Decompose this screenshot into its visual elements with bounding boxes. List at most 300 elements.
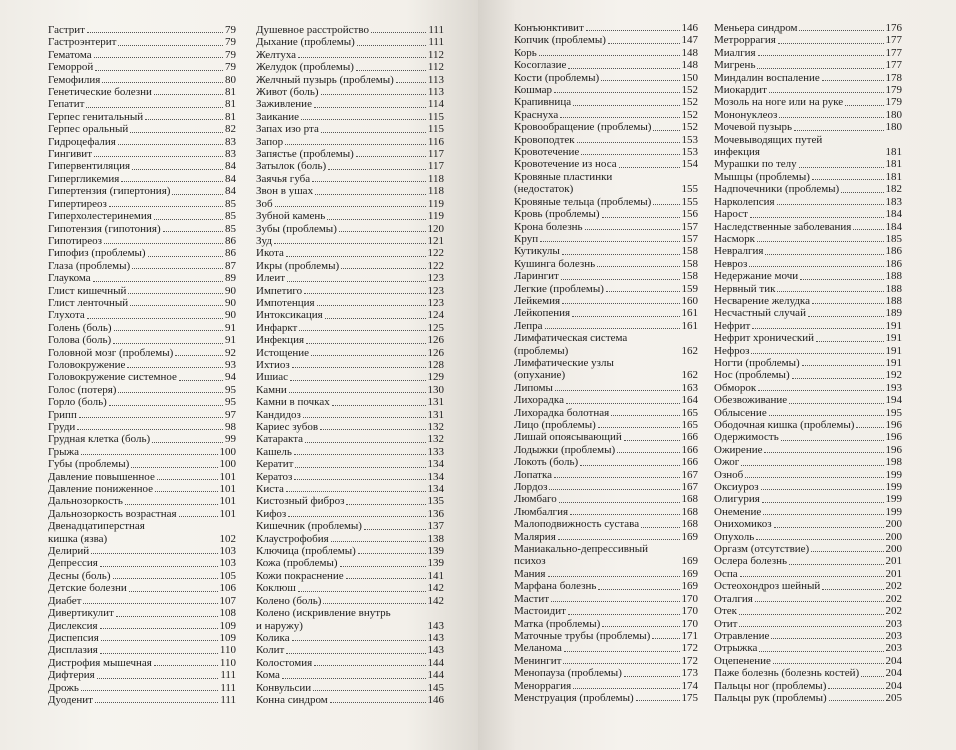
dot-leader xyxy=(364,529,426,530)
entry-page-number: 147 xyxy=(681,34,698,47)
index-entry xyxy=(48,347,236,359)
index-entry xyxy=(714,593,902,605)
entry-term: Онихомикоз xyxy=(714,518,772,531)
entry-page-number: 135 xyxy=(427,495,444,508)
dot-leader xyxy=(572,316,679,317)
entry-page-number: 168 xyxy=(681,518,698,531)
index-entry xyxy=(256,396,444,408)
dot-leader xyxy=(562,254,680,255)
entry-term: Дальнозоркость возрастная xyxy=(48,507,177,520)
index-entry xyxy=(714,407,902,419)
entry-term: Гепатит xyxy=(48,98,85,111)
index-entry xyxy=(256,471,444,483)
dot-leader xyxy=(602,217,680,218)
entry-term: Дуоденит xyxy=(48,693,93,706)
entry-term: Колит xyxy=(256,644,285,657)
dot-leader xyxy=(769,92,884,93)
dot-leader xyxy=(327,219,426,220)
index-entry xyxy=(256,545,444,557)
entry-page-number: 199 xyxy=(885,468,902,481)
dot-leader xyxy=(331,541,426,542)
dot-leader xyxy=(812,303,884,304)
dot-leader xyxy=(306,343,425,344)
index-entry xyxy=(714,667,902,679)
dot-leader xyxy=(114,330,223,331)
dot-leader xyxy=(320,429,425,430)
index-entry xyxy=(256,421,444,433)
entry-page-number: 204 xyxy=(885,667,902,680)
dot-leader xyxy=(109,405,223,406)
entry-term: Миалгия xyxy=(714,46,756,59)
entry-term: Кровотечение xyxy=(514,146,580,159)
index-entry xyxy=(514,506,698,518)
dot-leader xyxy=(100,566,218,567)
entry-page-number: 107 xyxy=(219,594,236,607)
entry-page-number: 182 xyxy=(885,183,902,196)
entry-term: Паже болезнь (болезнь костей) xyxy=(714,667,860,680)
entry-term: Истощение xyxy=(256,346,309,359)
entry-term: Кровоподтек xyxy=(514,133,575,146)
index-entry xyxy=(256,682,444,694)
index-entry xyxy=(514,357,698,382)
entry-term: Мозоль на ноге или на руке xyxy=(714,96,844,109)
index-entry xyxy=(714,431,902,443)
entry-term: Камни xyxy=(256,383,287,396)
entry-term: Детские болезни xyxy=(48,582,127,595)
index-entry xyxy=(514,667,698,679)
entry-page-number: 181 xyxy=(885,146,902,159)
dot-leader xyxy=(109,206,223,207)
entry-page-number: 202 xyxy=(885,580,902,593)
entry-term: Кутикулы xyxy=(514,245,560,258)
entry-page-number: 179 xyxy=(885,96,902,109)
dot-leader xyxy=(828,688,883,689)
index-entry xyxy=(714,369,902,381)
index-entry xyxy=(514,245,698,257)
entry-term: Мочевыводящих путей инфекция xyxy=(714,133,823,159)
entry-page-number: 146 xyxy=(681,22,698,34)
entry-term: Глаза (проблемы) xyxy=(48,259,131,272)
dot-leader xyxy=(175,355,223,356)
entry-page-number: 181 xyxy=(885,170,902,183)
index-entry xyxy=(256,36,444,48)
entry-term: Миндалин воспаление xyxy=(714,71,820,84)
dot-leader xyxy=(87,318,223,319)
entry-page-number: 167 xyxy=(681,468,698,481)
dot-leader xyxy=(845,105,883,106)
entry-page-number: 157 xyxy=(681,220,698,233)
entry-term: Нарколепсия xyxy=(714,195,775,208)
dot-leader xyxy=(130,305,223,306)
entry-term: Дисплазия xyxy=(48,644,98,657)
entry-page-number: 105 xyxy=(219,569,236,582)
index-entry xyxy=(256,508,444,520)
dot-leader xyxy=(148,256,223,257)
entry-page-number: 120 xyxy=(427,222,444,235)
entry-page-number: 80 xyxy=(225,73,236,86)
entry-term: Желудок (проблемы) xyxy=(256,61,354,74)
entry-term: Меланома xyxy=(514,642,562,655)
entry-term: Гингивит xyxy=(48,148,92,161)
index-entry xyxy=(48,644,236,656)
entry-term: Кистозный фиброз xyxy=(256,495,345,508)
dot-leader xyxy=(325,318,426,319)
index-entry xyxy=(714,481,902,493)
index-entry xyxy=(256,520,444,532)
dot-leader xyxy=(758,390,883,391)
entry-page-number: 118 xyxy=(427,185,444,198)
index-entry xyxy=(714,394,902,406)
dot-leader xyxy=(288,516,425,517)
entry-term: Надпочечники (проблемы) xyxy=(714,183,840,196)
index-entry xyxy=(256,322,444,334)
dot-leader xyxy=(102,82,223,83)
index-entry xyxy=(256,557,444,569)
entry-term: Ожог xyxy=(714,456,740,469)
entry-page-number: 152 xyxy=(681,121,698,134)
index-entry xyxy=(256,644,444,656)
entry-term: Кровь (проблемы) xyxy=(514,208,600,221)
index-entry xyxy=(714,307,902,319)
entry-term: Голова (боль) xyxy=(48,334,112,347)
dot-leader xyxy=(808,316,884,317)
entry-term: Менингит xyxy=(514,654,562,667)
entry-term: Насморк xyxy=(714,232,756,245)
entry-page-number: 177 xyxy=(885,46,902,59)
dot-leader xyxy=(100,628,218,629)
dot-leader xyxy=(312,181,426,182)
entry-term: Остеохондроз шейный xyxy=(714,580,821,593)
index-entry xyxy=(48,148,236,160)
entry-page-number: 205 xyxy=(885,691,902,704)
entry-page-number: 116 xyxy=(427,135,444,148)
dot-leader xyxy=(294,454,426,455)
dot-leader xyxy=(356,70,426,71)
index-entry xyxy=(714,630,902,642)
entry-page-number: 83 xyxy=(225,148,236,161)
entry-page-number: 129 xyxy=(427,371,444,384)
entry-term: Малоподвижность сустава xyxy=(514,518,640,531)
index-entry xyxy=(514,419,698,431)
entry-term: Желчный пузырь (проблемы) xyxy=(256,73,394,86)
entry-page-number: 95 xyxy=(225,396,236,409)
dot-leader xyxy=(653,204,679,205)
index-entry xyxy=(514,47,698,59)
entry-term: Оцепенение xyxy=(714,654,771,667)
index-entry xyxy=(514,630,698,642)
index-entry xyxy=(48,508,236,520)
dot-leader xyxy=(856,427,883,428)
entry-page-number: 101 xyxy=(219,507,236,520)
dot-leader xyxy=(81,454,217,455)
dot-leader xyxy=(81,690,218,691)
dot-leader xyxy=(601,80,679,81)
entry-term: Давление повышенное xyxy=(48,470,155,483)
entry-term: Гемофилия xyxy=(48,73,101,86)
index-entry xyxy=(714,332,902,344)
dot-leader xyxy=(86,107,223,108)
index-entry xyxy=(256,694,444,706)
dot-leader xyxy=(282,678,426,679)
entry-page-number: 137 xyxy=(427,520,444,533)
index-entry xyxy=(48,198,236,210)
entry-term: Оталгия xyxy=(714,592,753,605)
entry-page-number: 191 xyxy=(885,356,902,369)
entry-page-number: 170 xyxy=(681,605,698,618)
entry-term: Глухота xyxy=(48,309,85,322)
dot-leader xyxy=(346,504,425,505)
entry-term: Голос (потеря) xyxy=(48,383,117,396)
entry-term: Липомы xyxy=(514,381,553,394)
entry-page-number: 169 xyxy=(681,530,698,543)
dot-leader xyxy=(777,204,884,205)
entry-page-number: 138 xyxy=(427,532,444,545)
index-entry xyxy=(256,223,444,235)
entry-term: Импотенция xyxy=(256,296,315,309)
index-entry xyxy=(48,247,236,259)
index-entry xyxy=(714,692,902,704)
entry-term: Мурашки по телу xyxy=(714,158,797,171)
entry-term: Оспа xyxy=(714,567,738,580)
entry-page-number: 199 xyxy=(885,493,902,506)
entry-term: Инфаркт xyxy=(256,321,298,334)
index-entry xyxy=(48,111,236,123)
entry-term: Гипотиреоз xyxy=(48,234,102,247)
entry-term: Лейкемия xyxy=(514,294,561,307)
index-entry xyxy=(256,334,444,346)
entry-term: Гипергликемия xyxy=(48,172,120,185)
entry-page-number: 184 xyxy=(885,208,902,221)
index-entry xyxy=(714,555,902,567)
entry-term: Головокружение системное xyxy=(48,371,177,384)
index-entry xyxy=(514,593,698,605)
entry-page-number: 203 xyxy=(885,629,902,642)
entry-page-number: 172 xyxy=(681,642,698,655)
entry-page-number: 199 xyxy=(885,481,902,494)
entry-page-number: 180 xyxy=(885,108,902,121)
entry-term: Конна синдром xyxy=(256,693,328,706)
index-entry xyxy=(514,171,698,196)
entry-page-number: 131 xyxy=(427,408,444,421)
entry-term: Лордоз xyxy=(514,481,548,494)
index-entry xyxy=(514,258,698,270)
entry-term: Недержание мочи xyxy=(714,270,799,283)
entry-page-number: 102 xyxy=(219,532,236,545)
entry-term: Зубы (проблемы) xyxy=(256,222,337,235)
dot-leader xyxy=(752,328,883,329)
dot-leader xyxy=(289,392,426,393)
index-entry xyxy=(48,595,236,607)
index-entry xyxy=(256,607,444,632)
entry-page-number: 153 xyxy=(681,133,698,146)
dot-leader xyxy=(829,700,884,701)
dot-leader xyxy=(781,440,884,441)
dot-leader xyxy=(778,43,884,44)
entry-page-number: 90 xyxy=(225,309,236,322)
entry-page-number: 121 xyxy=(427,234,444,247)
entry-term: Кератоз xyxy=(256,470,293,483)
entry-term: Менопауза (проблемы) xyxy=(514,667,622,680)
index-entry xyxy=(514,580,698,592)
index-entry xyxy=(256,309,444,321)
dot-leader xyxy=(100,653,218,654)
entry-page-number: 202 xyxy=(885,592,902,605)
index-entry xyxy=(714,196,902,208)
entry-page-number: 100 xyxy=(219,458,236,471)
index-entry xyxy=(48,694,236,706)
entry-page-number: 146 xyxy=(427,693,444,706)
dot-leader xyxy=(104,243,223,244)
entry-page-number: 173 xyxy=(681,667,698,680)
index-entry xyxy=(714,258,902,270)
entry-page-number: 123 xyxy=(427,272,444,285)
entry-page-number: 86 xyxy=(225,247,236,260)
entry-term: Меньера синдром xyxy=(714,22,798,34)
dot-leader xyxy=(759,651,883,652)
dot-leader xyxy=(545,328,680,329)
entry-term: Одержимость xyxy=(714,431,779,444)
index-entry xyxy=(48,260,236,272)
entry-page-number: 199 xyxy=(885,505,902,518)
dot-leader xyxy=(756,539,883,540)
dot-leader xyxy=(83,603,217,604)
entry-term: Легкие (проблемы) xyxy=(514,282,604,295)
entry-term: Нефрит хронический xyxy=(714,332,814,345)
dot-leader xyxy=(794,130,883,131)
index-entry xyxy=(714,171,902,183)
entry-page-number: 192 xyxy=(885,369,902,382)
dot-leader xyxy=(812,179,884,180)
entry-term: Лихорадка болотная xyxy=(514,406,610,419)
entry-page-number: 117 xyxy=(427,148,444,161)
entry-term: Матка (проблемы) xyxy=(514,617,601,630)
index-entry xyxy=(514,531,698,543)
dot-leader xyxy=(800,279,883,280)
dot-leader xyxy=(130,132,223,133)
index-entry xyxy=(714,233,902,245)
index-entry xyxy=(48,74,236,86)
index-entry xyxy=(514,221,698,233)
entry-term: Лопатка xyxy=(514,468,553,481)
index-column-1 xyxy=(48,24,236,706)
entry-term: Мононуклеоз xyxy=(714,108,778,121)
dot-leader xyxy=(564,651,680,652)
right-page xyxy=(478,0,956,750)
entry-term: Круп xyxy=(514,232,539,245)
entry-term: Лишай опоясывающий xyxy=(514,431,622,444)
entry-page-number: 174 xyxy=(681,679,698,692)
entry-page-number: 112 xyxy=(427,61,444,74)
index-entry xyxy=(256,657,444,669)
entry-term: Кровообращение (проблемы) xyxy=(514,121,652,134)
index-entry xyxy=(514,456,698,468)
index-entry xyxy=(714,444,902,456)
index-entry xyxy=(514,692,698,704)
entry-page-number: 194 xyxy=(885,394,902,407)
index-entry xyxy=(514,72,698,84)
entry-page-number: 133 xyxy=(427,445,444,458)
entry-page-number: 166 xyxy=(681,431,698,444)
entry-page-number: 101 xyxy=(219,470,236,483)
entry-term: Кифоз xyxy=(256,507,287,520)
dot-leader xyxy=(328,169,426,170)
entry-page-number: 183 xyxy=(885,195,902,208)
dot-leader xyxy=(113,343,223,344)
index-entry xyxy=(256,160,444,172)
dot-leader xyxy=(562,303,679,304)
entry-term: Герпес оральный xyxy=(48,123,129,136)
entry-page-number: 201 xyxy=(885,567,902,580)
dot-leader xyxy=(861,676,883,677)
index-entry xyxy=(256,297,444,309)
entry-term: Мышцы (проблемы) xyxy=(714,170,810,183)
entry-page-number: 79 xyxy=(225,61,236,74)
entry-page-number: 152 xyxy=(681,96,698,109)
index-entry xyxy=(514,59,698,71)
index-entry xyxy=(514,295,698,307)
entry-page-number: 90 xyxy=(225,296,236,309)
dot-leader xyxy=(313,690,425,691)
dot-leader xyxy=(285,144,426,145)
index-entry xyxy=(256,495,444,507)
entry-term: Ихтиоз xyxy=(256,358,290,371)
entry-page-number: 106 xyxy=(219,582,236,595)
index-entry xyxy=(256,669,444,681)
dot-leader xyxy=(568,614,680,615)
entry-term: Колика xyxy=(256,631,290,644)
index-entry xyxy=(714,382,902,394)
dot-leader xyxy=(155,491,218,492)
entry-page-number: 123 xyxy=(427,296,444,309)
entry-page-number: 162 xyxy=(681,369,698,382)
dot-leader xyxy=(314,665,425,666)
entry-page-number: 81 xyxy=(225,86,236,99)
index-entry xyxy=(48,123,236,135)
entry-term: Ободочная кишка (проблемы) xyxy=(714,419,855,431)
index-entry xyxy=(714,96,902,108)
dot-leader xyxy=(811,551,883,552)
index-column-2 xyxy=(256,24,444,706)
dot-leader xyxy=(317,305,426,306)
dot-leader xyxy=(93,281,223,282)
entry-term: Глист ленточный xyxy=(48,296,129,309)
entry-page-number: 169 xyxy=(681,555,698,568)
entry-page-number: 169 xyxy=(681,580,698,593)
dot-leader xyxy=(145,119,223,120)
dot-leader xyxy=(298,591,426,592)
dot-leader xyxy=(294,479,425,480)
index-entry xyxy=(714,456,902,468)
dot-leader xyxy=(154,219,223,220)
entry-term: Горло (боль) xyxy=(48,396,107,409)
dot-leader xyxy=(755,601,884,602)
entry-term: Ключица (проблемы) xyxy=(256,545,356,558)
entry-term: Дрожь xyxy=(48,681,79,694)
entry-page-number: 170 xyxy=(681,617,698,630)
entry-term: Желтуха xyxy=(256,48,297,61)
dot-leader xyxy=(101,640,218,641)
dot-leader xyxy=(777,291,883,292)
entry-page-number: 176 xyxy=(885,22,902,34)
entry-page-number: 111 xyxy=(220,693,236,706)
entry-term: Затылок (боль) xyxy=(256,160,327,173)
entry-page-number: 85 xyxy=(225,210,236,223)
entry-term: Лицо (проблемы) xyxy=(514,419,596,431)
dot-leader xyxy=(346,578,426,579)
entry-page-number: 143 xyxy=(427,619,444,632)
entry-page-number: 158 xyxy=(681,270,698,283)
entry-page-number: 97 xyxy=(225,408,236,421)
